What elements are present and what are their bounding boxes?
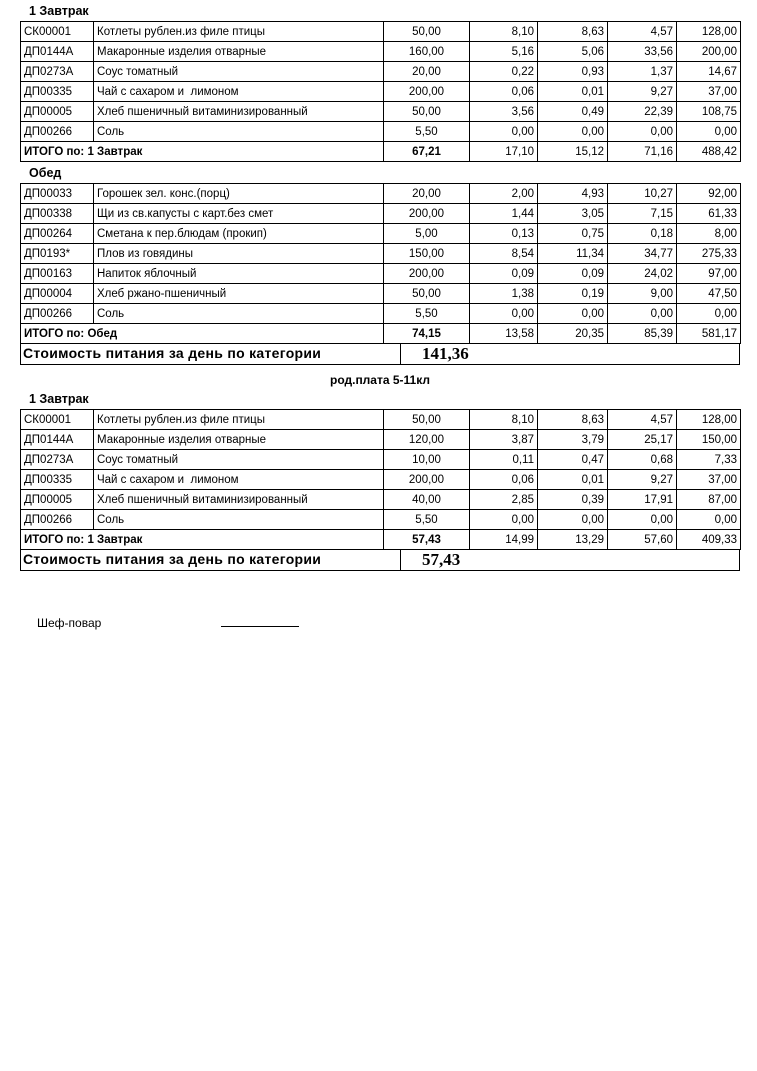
item-name-cell: Соль	[94, 510, 384, 530]
total-label-cell: ИТОГО по: Обед	[21, 324, 384, 344]
item-value-cell: 0,00	[677, 304, 741, 324]
item-name-cell: Соль	[94, 122, 384, 142]
item-code-cell: СК00001	[21, 410, 94, 430]
day-total-label: Стоимость питания за день по категории	[21, 344, 401, 364]
item-value-cell: 10,27	[608, 184, 677, 204]
item-value-cell: 8,54	[470, 244, 538, 264]
item-value-cell: 0,01	[538, 470, 608, 490]
total-value-cell: 17,10	[470, 142, 538, 162]
total-value-cell: 13,29	[538, 530, 608, 550]
item-name-cell: Соус томатный	[94, 62, 384, 82]
menu-item-row	[21, 284, 741, 304]
total-value-cell: 13,58	[470, 324, 538, 344]
item-value-cell: 2,85	[470, 490, 538, 510]
item-value-cell: 5,06	[538, 42, 608, 62]
item-code-cell: ДП0193*	[21, 244, 94, 264]
menu-item-row	[21, 224, 741, 244]
total-value-cell: 71,16	[608, 142, 677, 162]
meal-section-title: Обед	[29, 166, 62, 180]
item-value-cell: 150,00	[677, 430, 741, 450]
item-name-cell: Хлеб пшеничный витаминизированный	[94, 490, 384, 510]
menu-table	[20, 183, 741, 344]
day-total-value: 141,36	[422, 344, 469, 363]
menu-table	[20, 409, 741, 550]
menu-item-row	[21, 470, 741, 490]
item-value-cell: 8,10	[470, 410, 538, 430]
item-value-cell: 2,00	[470, 184, 538, 204]
total-qty-cell: 74,15	[384, 324, 470, 344]
item-value-cell: 128,00	[677, 22, 741, 42]
menu-item-row	[21, 82, 741, 102]
item-value-cell: 3,56	[470, 102, 538, 122]
menu-item-row	[21, 204, 741, 224]
item-qty-cell: 50,00	[384, 284, 470, 304]
item-qty-cell: 160,00	[384, 42, 470, 62]
item-qty-cell: 200,00	[384, 204, 470, 224]
item-value-cell: 47,50	[677, 284, 741, 304]
item-value-cell: 128,00	[677, 410, 741, 430]
item-name-cell: Щи из св.капусты с карт.без смет	[94, 204, 384, 224]
item-qty-cell: 20,00	[384, 184, 470, 204]
item-code-cell: ДП00266	[21, 510, 94, 530]
item-value-cell: 17,91	[608, 490, 677, 510]
item-qty-cell: 5,50	[384, 304, 470, 324]
item-value-cell: 37,00	[677, 470, 741, 490]
item-qty-cell: 50,00	[384, 102, 470, 122]
item-value-cell: 9,00	[608, 284, 677, 304]
meal-section	[0, 393, 757, 571]
item-name-cell: Плов из говядины	[94, 244, 384, 264]
item-code-cell: ДП00266	[21, 122, 94, 142]
meal-section	[0, 167, 757, 365]
item-value-cell: 0,00	[608, 122, 677, 142]
day-total-label: Стоимость питания за день по категории	[21, 550, 401, 570]
item-value-cell: 0,00	[470, 304, 538, 324]
meal-section	[0, 5, 757, 162]
item-value-cell: 0,22	[470, 62, 538, 82]
meal-section-title: 1 Завтрак	[29, 4, 89, 18]
total-value-cell: 409,33	[677, 530, 741, 550]
total-value-cell: 14,99	[470, 530, 538, 550]
item-value-cell: 7,15	[608, 204, 677, 224]
item-qty-cell: 200,00	[384, 82, 470, 102]
total-label-cell: ИТОГО по: 1 Завтрак	[21, 530, 384, 550]
item-code-cell: ДП0144А	[21, 42, 94, 62]
item-value-cell: 4,93	[538, 184, 608, 204]
item-value-cell: 1,44	[470, 204, 538, 224]
item-value-cell: 4,57	[608, 22, 677, 42]
item-code-cell: ДП0273А	[21, 62, 94, 82]
menu-item-row	[21, 430, 741, 450]
item-qty-cell: 5,50	[384, 122, 470, 142]
item-value-cell: 9,27	[608, 82, 677, 102]
total-label-cell: ИТОГО по: 1 Завтрак	[21, 142, 384, 162]
menu-item-row	[21, 184, 741, 204]
item-value-cell: 87,00	[677, 490, 741, 510]
item-qty-cell: 150,00	[384, 244, 470, 264]
item-value-cell: 0,00	[677, 510, 741, 530]
meal-section-title: 1 Завтрак	[29, 392, 89, 406]
item-value-cell: 8,10	[470, 22, 538, 42]
item-value-cell: 0,00	[538, 122, 608, 142]
item-value-cell: 24,02	[608, 264, 677, 284]
item-code-cell: ДП00266	[21, 304, 94, 324]
item-value-cell: 0,06	[470, 470, 538, 490]
menu-item-row	[21, 490, 741, 510]
day-total-row	[20, 344, 740, 365]
item-qty-cell: 40,00	[384, 490, 470, 510]
item-qty-cell: 50,00	[384, 22, 470, 42]
item-name-cell: Соус томатный	[94, 450, 384, 470]
item-value-cell: 0,00	[677, 122, 741, 142]
menu-item-row	[21, 122, 741, 142]
item-value-cell: 22,39	[608, 102, 677, 122]
item-name-cell: Макаронные изделия отварные	[94, 42, 384, 62]
item-value-cell: 0,00	[608, 510, 677, 530]
item-value-cell: 0,19	[538, 284, 608, 304]
item-value-cell: 0,49	[538, 102, 608, 122]
item-code-cell: ДП00005	[21, 490, 94, 510]
item-value-cell: 1,37	[608, 62, 677, 82]
item-value-cell: 0,06	[470, 82, 538, 102]
item-qty-cell: 50,00	[384, 410, 470, 430]
signature-line	[221, 615, 299, 627]
total-value-cell: 15,12	[538, 142, 608, 162]
item-value-cell: 3,87	[470, 430, 538, 450]
item-name-cell: Котлеты рублен.из филе птицы	[94, 410, 384, 430]
item-value-cell: 0,39	[538, 490, 608, 510]
item-qty-cell: 5,50	[384, 510, 470, 530]
item-value-cell: 0,00	[538, 304, 608, 324]
item-name-cell: Соль	[94, 304, 384, 324]
total-value-cell: 85,39	[608, 324, 677, 344]
item-value-cell: 0,09	[470, 264, 538, 284]
total-qty-cell: 57,43	[384, 530, 470, 550]
section-total-row	[21, 324, 741, 344]
item-name-cell: Хлеб пшеничный витаминизированный	[94, 102, 384, 122]
item-value-cell: 0,11	[470, 450, 538, 470]
item-value-cell: 0,13	[470, 224, 538, 244]
item-value-cell: 25,17	[608, 430, 677, 450]
item-name-cell: Хлеб ржано-пшеничный	[94, 284, 384, 304]
total-value-cell: 581,17	[677, 324, 741, 344]
item-code-cell: СК00001	[21, 22, 94, 42]
item-value-cell: 0,00	[608, 304, 677, 324]
item-value-cell: 34,77	[608, 244, 677, 264]
item-value-cell: 14,67	[677, 62, 741, 82]
item-name-cell: Чай с сахаром и лимоном	[94, 82, 384, 102]
item-value-cell: 1,38	[470, 284, 538, 304]
total-value-cell: 488,42	[677, 142, 741, 162]
item-value-cell: 0,47	[538, 450, 608, 470]
item-value-cell: 97,00	[677, 264, 741, 284]
menu-item-row	[21, 304, 741, 324]
menu-item-row	[21, 450, 741, 470]
total-qty-cell: 67,21	[384, 142, 470, 162]
item-value-cell: 275,33	[677, 244, 741, 264]
menu-item-row	[21, 510, 741, 530]
section-total-row	[21, 142, 741, 162]
menu-item-row	[21, 244, 741, 264]
item-value-cell: 4,57	[608, 410, 677, 430]
item-name-cell: Сметана к пер.блюдам (прокип)	[94, 224, 384, 244]
item-value-cell: 8,63	[538, 22, 608, 42]
item-value-cell: 3,05	[538, 204, 608, 224]
item-qty-cell: 200,00	[384, 264, 470, 284]
item-code-cell: ДП00335	[21, 470, 94, 490]
item-qty-cell: 5,00	[384, 224, 470, 244]
item-value-cell: 108,75	[677, 102, 741, 122]
item-value-cell: 5,16	[470, 42, 538, 62]
item-value-cell: 0,00	[538, 510, 608, 530]
item-value-cell: 0,01	[538, 82, 608, 102]
item-name-cell: Макаронные изделия отварные	[94, 430, 384, 450]
menu-item-row	[21, 264, 741, 284]
item-value-cell: 37,00	[677, 82, 741, 102]
item-code-cell: ДП00005	[21, 102, 94, 122]
day-total-row	[20, 550, 740, 571]
signature-label: Шеф-повар	[37, 616, 102, 630]
item-value-cell: 8,63	[538, 410, 608, 430]
signature-block	[37, 615, 757, 631]
item-value-cell: 0,00	[470, 122, 538, 142]
item-name-cell: Котлеты рублен.из филе птицы	[94, 22, 384, 42]
menu-item-row	[21, 410, 741, 430]
item-value-cell: 9,27	[608, 470, 677, 490]
menu-item-row	[21, 22, 741, 42]
item-value-cell: 200,00	[677, 42, 741, 62]
item-code-cell: ДП0144А	[21, 430, 94, 450]
item-value-cell: 0,18	[608, 224, 677, 244]
item-qty-cell: 20,00	[384, 62, 470, 82]
item-value-cell: 61,33	[677, 204, 741, 224]
item-name-cell: Напиток яблочный	[94, 264, 384, 284]
item-qty-cell: 120,00	[384, 430, 470, 450]
day-total-value: 57,43	[422, 550, 461, 569]
item-code-cell: ДП00338	[21, 204, 94, 224]
item-value-cell: 0,09	[538, 264, 608, 284]
total-value-cell: 20,35	[538, 324, 608, 344]
item-code-cell: ДП00004	[21, 284, 94, 304]
item-code-cell: ДП00335	[21, 82, 94, 102]
item-code-cell: ДП00033	[21, 184, 94, 204]
item-qty-cell: 10,00	[384, 450, 470, 470]
category-heading: род.плата 5-11кл	[329, 373, 430, 387]
item-value-cell: 0,00	[470, 510, 538, 530]
item-value-cell: 7,33	[677, 450, 741, 470]
item-value-cell: 11,34	[538, 244, 608, 264]
item-qty-cell: 200,00	[384, 470, 470, 490]
menu-item-row	[21, 102, 741, 122]
item-value-cell: 3,79	[538, 430, 608, 450]
total-value-cell: 57,60	[608, 530, 677, 550]
item-code-cell: ДП0273А	[21, 450, 94, 470]
item-value-cell: 33,56	[608, 42, 677, 62]
menu-table	[20, 21, 741, 162]
menu-item-row	[21, 62, 741, 82]
section-total-row	[21, 530, 741, 550]
item-value-cell: 8,00	[677, 224, 741, 244]
item-value-cell: 92,00	[677, 184, 741, 204]
item-code-cell: ДП00264	[21, 224, 94, 244]
item-name-cell: Горошек зел. конс.(порц)	[94, 184, 384, 204]
menu-item-row	[21, 42, 741, 62]
item-name-cell: Чай с сахаром и лимоном	[94, 470, 384, 490]
item-value-cell: 0,68	[608, 450, 677, 470]
item-value-cell: 0,75	[538, 224, 608, 244]
item-value-cell: 0,93	[538, 62, 608, 82]
item-code-cell: ДП00163	[21, 264, 94, 284]
